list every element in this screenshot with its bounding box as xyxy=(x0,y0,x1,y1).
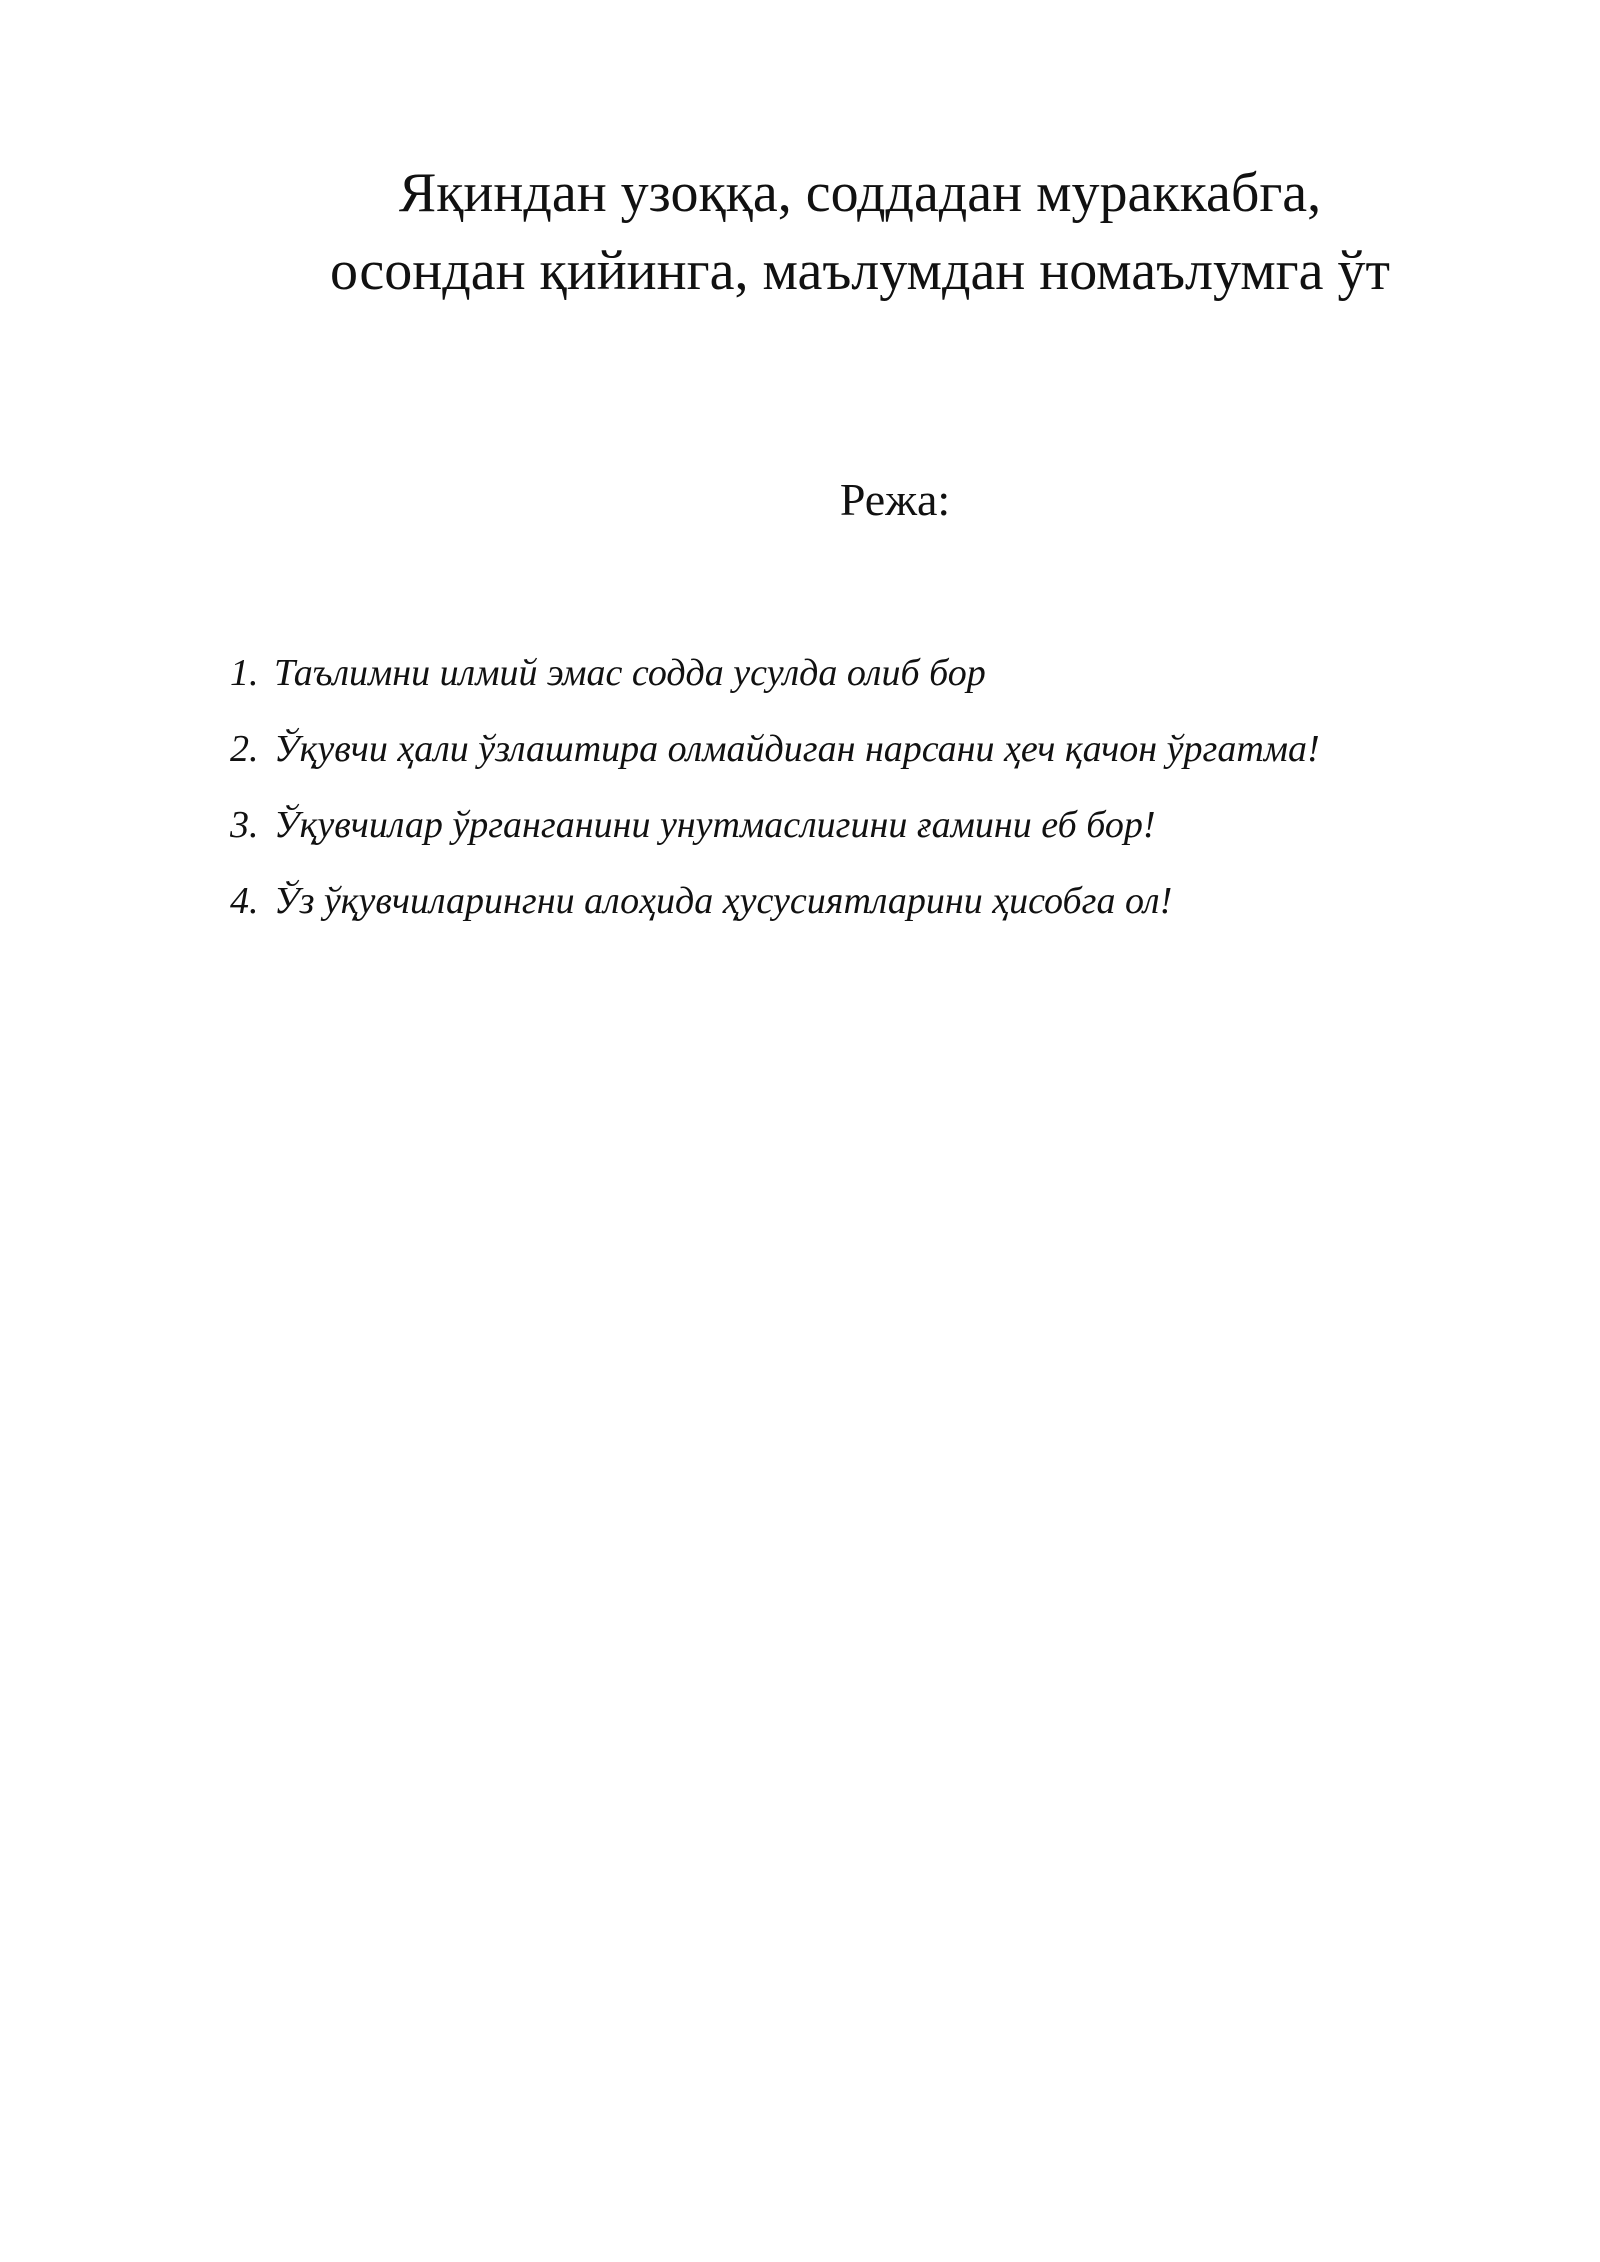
plan-item-number: 4. xyxy=(230,880,259,922)
plan-item xyxy=(230,648,1530,724)
plan-item xyxy=(230,876,1530,952)
plan-list xyxy=(230,648,1530,952)
plan-item xyxy=(230,800,1530,876)
page-title xyxy=(260,154,1460,310)
plan-item-text: Таълимни илмий эмас содда усулда олиб бор xyxy=(274,652,986,694)
title-line-2: осондан қийинга, маълумдан номаълумга ўт xyxy=(330,240,1390,302)
plan-item-text: Ўқувчи ҳали ўзлаштира олмайдиган нарсани ҳеч қачон ўргатма! xyxy=(274,728,1320,770)
plan-item-text: Ўз ўқувчиларингни алоҳида ҳусусиятларини ҳисобга ол! xyxy=(274,880,1173,922)
title-line-1: Яқиндан узоққа, соддадан мураккабга, xyxy=(398,162,1322,224)
plan-item-number: 2. xyxy=(230,728,259,770)
plan-item-text: Ўқувчилар ўрганганини унутмаслигини ғамини еб бор! xyxy=(274,804,1156,846)
plan-heading: Режа: xyxy=(839,474,951,525)
plan-item xyxy=(230,724,1530,800)
plan-item-number: 3. xyxy=(230,804,259,846)
plan-item-number: 1. xyxy=(230,652,259,694)
